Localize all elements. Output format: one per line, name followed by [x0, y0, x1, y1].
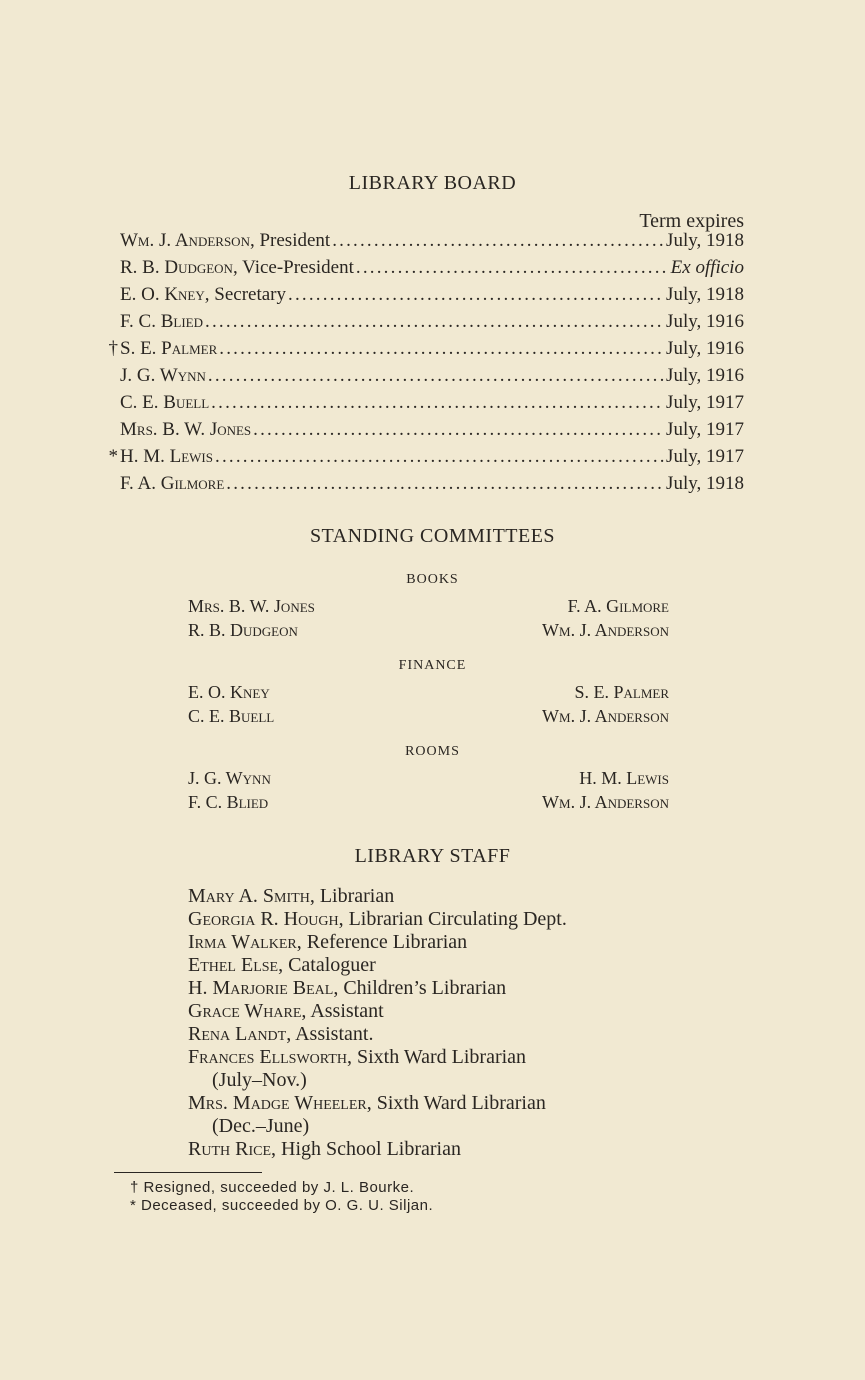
board-row — [108, 365, 744, 392]
footnote-deceased: * Deceased, succeeded by O. G. U. Siljan. — [130, 1197, 434, 1214]
staff-name: H. Marjorie Beal — [188, 977, 334, 999]
footnote-mark: * — [108, 446, 118, 467]
staff-role: , Assistant — [301, 1000, 384, 1022]
committee-member: Wm. J. Anderson — [542, 792, 669, 812]
staff-name: Ethel Else — [188, 954, 279, 976]
committee-member: Wm. J. Anderson — [542, 620, 669, 640]
staff-role: , High School Librarian — [271, 1138, 461, 1160]
footnote-resigned: † Resigned, succeeded by J. L. Bourke. — [130, 1179, 415, 1196]
leader-dots — [253, 419, 664, 441]
staff-role: , Sixth Ward Librarian — [346, 1046, 527, 1068]
library-staff-heading: LIBRARY STAFF — [354, 845, 511, 867]
staff-name: Rena Landt — [188, 1023, 287, 1045]
term-expiry: July, 1916 — [666, 365, 744, 386]
staff-name: Grace Whare — [188, 1000, 302, 1022]
leader-dots — [205, 311, 664, 333]
staff-name: Mrs. Madge Wheeler — [188, 1092, 367, 1114]
staff-role: , Sixth Ward Librarian — [366, 1092, 546, 1114]
committee-member: H. M. Lewis — [579, 768, 669, 788]
term-expiry: July, 1917 — [666, 419, 744, 440]
member-role: , President — [249, 230, 331, 251]
board-row — [108, 419, 744, 446]
board-row — [108, 230, 744, 257]
leader-dots — [226, 473, 664, 495]
member-name: R. B. Dudgeon — [120, 257, 233, 278]
staff-name: Irma Walker — [188, 931, 297, 953]
staff-line — [188, 1000, 384, 1023]
board-row — [108, 392, 744, 419]
member-name: F. A. Gilmore — [120, 473, 225, 494]
staff-line — [188, 977, 506, 1000]
library-board-heading: LIBRARY BOARD — [348, 172, 517, 194]
member-role: , Secretary — [204, 284, 286, 305]
staff-role: , Reference Librarian — [296, 931, 468, 953]
staff-name: Mary A. Smith — [188, 885, 310, 907]
term-expiry: July, 1918 — [666, 284, 744, 305]
staff-line — [188, 1092, 546, 1115]
board-row — [108, 338, 744, 365]
staff-role: , Children’s Librarian — [333, 977, 507, 999]
term-expiry: July, 1917 — [666, 446, 744, 467]
staff-line — [212, 1069, 307, 1092]
term-expiry: July, 1917 — [666, 392, 744, 413]
staff-name: Ruth Rice — [188, 1138, 272, 1160]
member-name: C. E. Buell — [120, 392, 210, 413]
staff-line — [188, 908, 567, 931]
committee-name: FINANCE — [398, 658, 467, 673]
board-row — [108, 473, 744, 500]
committee-member: E. O. Kney — [188, 682, 270, 702]
committee-member: F. A. Gilmore — [567, 596, 669, 616]
staff-line — [188, 931, 467, 954]
term-expiry: July, 1916 — [666, 311, 744, 332]
leader-dots — [332, 230, 664, 252]
committee-member: S. E. Palmer — [574, 682, 669, 702]
committee-name: ROOMS — [405, 744, 460, 759]
member-name: Wm. J. Anderson — [120, 230, 250, 251]
staff-line — [188, 885, 394, 908]
member-name: E. O. Kney — [120, 284, 205, 305]
leader-dots — [215, 446, 664, 468]
staff-line — [188, 1023, 373, 1046]
committee-name: BOOKS — [406, 572, 459, 587]
term-expiry: July, 1918 — [666, 473, 744, 494]
member-name: Mrs. B. W. Jones — [120, 419, 252, 440]
committee-member: R. B. Dudgeon — [188, 620, 298, 640]
staff-line — [188, 954, 376, 977]
member-name: F. C. Blied — [120, 311, 203, 332]
committee-member: J. G. Wynn — [188, 768, 271, 788]
staff-line — [212, 1115, 309, 1138]
leader-dots — [288, 284, 664, 306]
committee-member: Wm. J. Anderson — [542, 706, 669, 726]
staff-role: , Cataloguer — [278, 954, 376, 976]
leader-dots — [208, 365, 664, 387]
leader-dots — [356, 257, 669, 279]
staff-name: Georgia R. Hough — [188, 908, 339, 930]
leader-dots — [211, 392, 664, 414]
staff-line — [188, 1138, 461, 1161]
term-expires-header: Term expires — [639, 210, 744, 232]
member-name: J. G. Wynn — [120, 365, 206, 386]
board-row — [108, 446, 744, 473]
committee-member: Mrs. B. W. Jones — [188, 596, 315, 616]
footnote-mark: † — [108, 338, 118, 359]
term-expiry: July, 1916 — [666, 338, 744, 359]
board-row — [108, 284, 744, 311]
staff-role: , Librarian — [309, 885, 395, 907]
staff-name: Frances Ellsworth — [188, 1046, 347, 1068]
board-row — [108, 311, 744, 338]
board-row — [108, 257, 744, 284]
standing-committees-heading: STANDING COMMITTEES — [309, 525, 556, 547]
footnote-rule — [114, 1172, 262, 1173]
member-name: S. E. Palmer — [120, 338, 218, 359]
term-expiry: July, 1918 — [666, 230, 744, 251]
committee-member: C. E. Buell — [188, 706, 275, 726]
committee-member: F. C. Blied — [188, 792, 269, 812]
staff-role: , Assistant. — [286, 1023, 374, 1045]
staff-role: (July–Nov.) — [212, 1069, 307, 1091]
leader-dots — [219, 338, 664, 360]
staff-role: , Librarian Circulating Dept. — [338, 908, 567, 930]
member-name: H. M. Lewis — [120, 446, 213, 467]
term-expiry: Ex officio — [670, 257, 744, 278]
staff-line — [188, 1046, 526, 1069]
member-role: , Vice-President — [232, 257, 354, 278]
staff-role: (Dec.–June) — [212, 1115, 310, 1137]
